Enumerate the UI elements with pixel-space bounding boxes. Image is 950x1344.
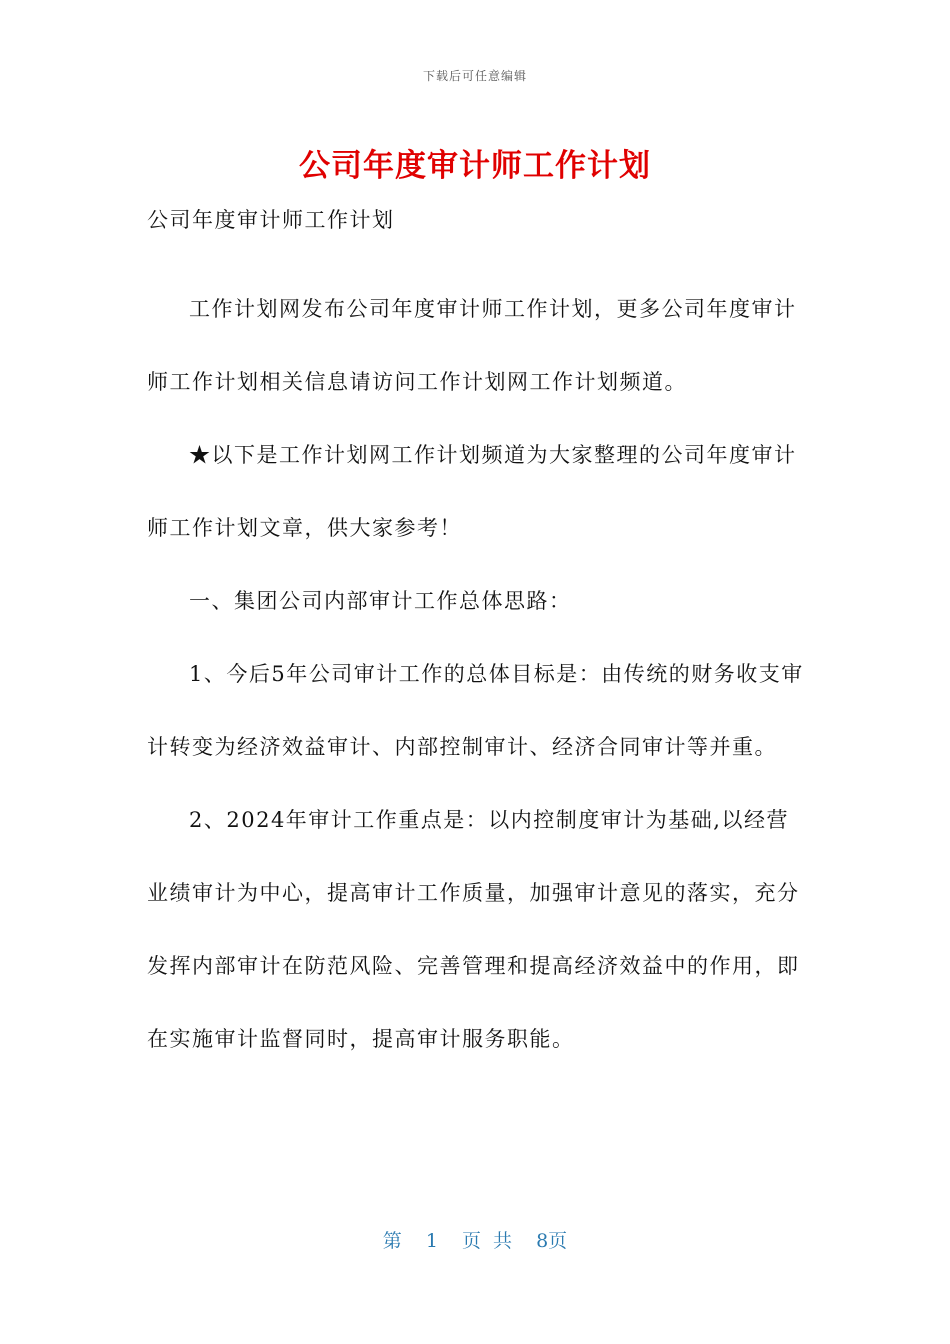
section-heading: 一、集团公司内部审计工作总体思路： [189, 589, 572, 613]
document-title: 公司年度审计师工作计划 [299, 148, 651, 184]
footer-total-pages: 8页 [536, 1230, 568, 1252]
footer-middle: 页 共 [462, 1230, 513, 1252]
document-body [147, 200, 807, 1076]
focus-paragraph: 2、2024年审计工作重点是：以内控制度审计为基础,以经营业绩审计为中心，提高审计工作质量，加强审计意见的落实，充分发挥内部审计在防范风险、完善管理和提高经济效益中的作用，即在实施审计监督同时，提高审计服务职能。 [147, 808, 800, 1051]
header-note: 下载后可任意编辑 [422, 69, 527, 83]
goal-paragraph: 1、今后5年公司审计工作的总体目标是：由传统的财务收支审计转变为经济效益审计、内部控制审计、经济合同审计等并重。 [147, 662, 804, 759]
intro-paragraph: 工作计划网发布公司年度审计师工作计划，更多公司年度审计师工作计划相关信息请访问工作计划网工作计划频道。 [147, 297, 797, 394]
subtitle-paragraph: 公司年度审计师工作计划 [147, 208, 395, 232]
page-footer [0, 1226, 950, 1253]
footer-current-page: 1 [425, 1230, 438, 1252]
notice-paragraph: ★以下是工作计划网工作计划频道为大家整理的公司年度审计师工作计划文章，供大家参考！ [147, 443, 797, 540]
footer-prefix: 第 [382, 1230, 402, 1252]
